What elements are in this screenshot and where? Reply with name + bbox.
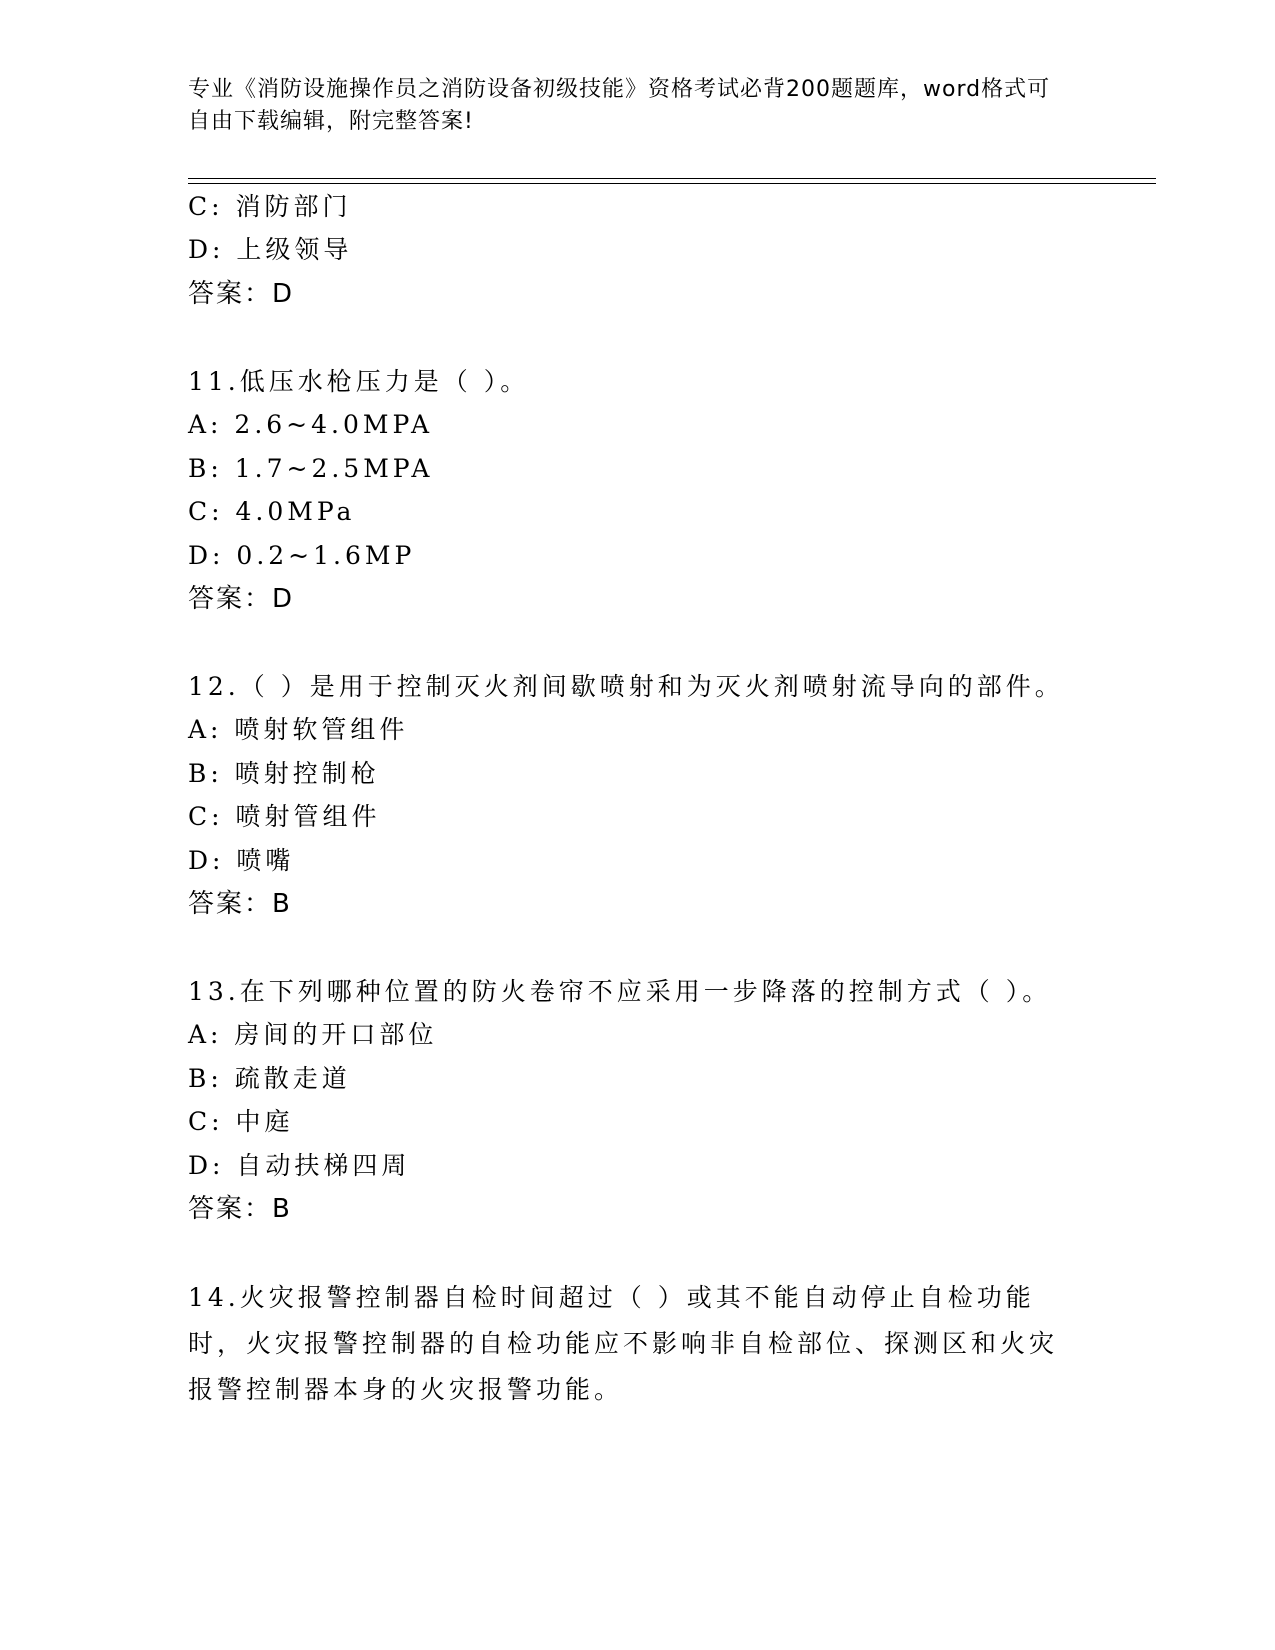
q13-option-b: B: 疏散走道 [188,1064,351,1093]
q11-option-c: C: 4.0MPa [188,497,356,526]
q11-option-a: A: 2.6~4.0MPA [188,410,434,439]
q12-option-b: B: 喷射控制枪 [188,759,380,788]
q13-stem: 13.在下列哪种位置的防火卷帘不应采用一步降落的控制方式（ ）。 [188,977,1052,1006]
q14-stem: 14.火灾报警控制器自检时间超过（ ）或其不能自动停止自检功能时，火灾报警控制器的自检功能应不影响非自检部位、探测区和火灾报警控制器本身的火灾报警功能。 [188,1283,1059,1404]
q11-option-b: B: 1.7~2.5MPA [188,454,434,483]
q10-option-d: D: 上级领导 [188,235,353,264]
q12-option-c: C: 喷射管组件 [188,802,381,831]
q13-option-a: A: 房间的开口部位 [188,1020,438,1049]
q13-option-c: C: 中庭 [188,1107,294,1136]
q11-answer: 答案：D [188,584,295,614]
q12-answer: 答案：B [188,889,292,919]
q12-option-a: A: 喷射软管组件 [188,715,409,744]
q10-answer: 答案：D [188,279,295,309]
q11-option-d: D: 0.2~1.6MP [188,541,416,570]
q11-stem: 11.低压水枪压力是（ ）。 [188,367,530,396]
q13-answer: 答案：B [188,1194,292,1224]
document-header: 专业《消防设施操作员之消防设备初级技能》资格考试必背200题题库，word格式可自由下载编辑，附完整答案! [188,77,1051,134]
q10-option-c: C: 消防部门 [188,192,352,221]
q12-stem: 12.（ ）是用于控制灭火剂间歇喷射和为灭火剂喷射流导向的部件。 [188,672,1064,701]
header-rule-bottom [188,183,1156,184]
q12-option-d: D: 喷嘴 [188,846,295,875]
header-rule-top [188,178,1156,179]
q13-option-d: D: 自动扶梯四周 [188,1151,411,1180]
